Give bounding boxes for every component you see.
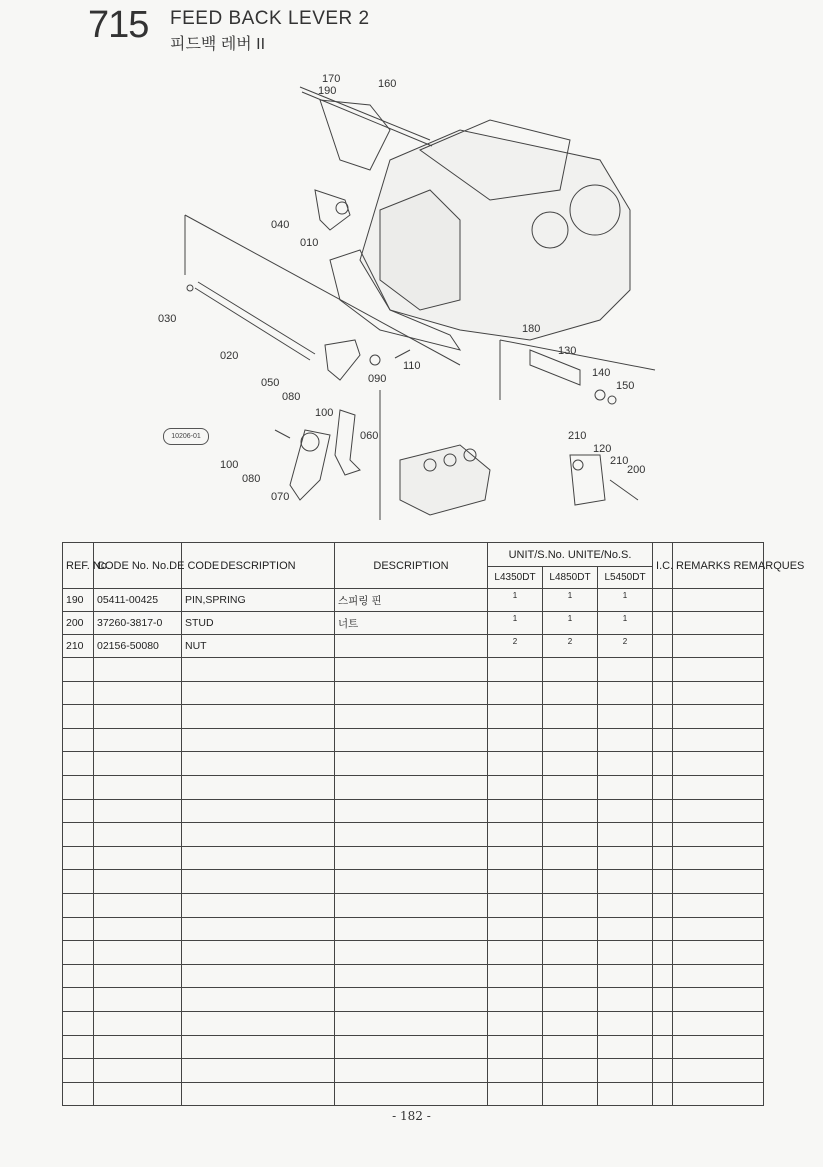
ic-cell [653, 612, 673, 635]
svg-text:210: 210 [610, 455, 629, 467]
page-number: - 182 - [392, 1109, 431, 1123]
description-en-cell: PIN,SPRING [182, 589, 335, 612]
header-model: L4850DT [543, 567, 598, 589]
exploded-parts-diagram [130, 60, 650, 530]
empty-rows [63, 658, 764, 1106]
remarks-cell [673, 612, 764, 635]
remarks-cell [673, 589, 764, 612]
table-row [63, 589, 764, 612]
svg-text:090: 090 [368, 373, 387, 385]
table-row [63, 705, 764, 729]
header-model: L4350DT [488, 567, 543, 589]
qty-cell: 2 [543, 635, 598, 658]
ic-cell [653, 589, 673, 612]
table-row [63, 941, 764, 965]
qty-cell: 1 [598, 612, 653, 635]
code-cell: 37260-3817-0 [94, 612, 182, 635]
svg-text:080: 080 [242, 473, 261, 485]
qty-cell: 2 [598, 635, 653, 658]
header-code: CODE No. No.DE CODE [94, 543, 182, 589]
section-number: 715 [88, 4, 149, 46]
table-row [63, 1059, 764, 1083]
svg-text:190: 190 [318, 85, 337, 97]
table-row [63, 893, 764, 917]
qty-cell: 1 [488, 589, 543, 612]
svg-text:030: 030 [158, 313, 177, 325]
table-row [63, 728, 764, 752]
ref-cell: 200 [63, 612, 94, 635]
header-ref: REF. No. [63, 543, 94, 589]
svg-text:210: 210 [568, 430, 587, 442]
table-row [63, 752, 764, 776]
table-row [63, 1011, 764, 1035]
qty-cell: 2 [488, 635, 543, 658]
table-row [63, 635, 764, 658]
page-title-korean: 피드백 레버 II [170, 36, 266, 53]
ic-cell [653, 635, 673, 658]
parts-table [62, 542, 805, 1106]
table-row [63, 681, 764, 705]
svg-text:160: 160 [378, 78, 397, 90]
ref-cell: 190 [63, 589, 94, 612]
header-description-en: DESCRIPTION [182, 543, 335, 589]
table-row [63, 964, 764, 988]
table-row [63, 917, 764, 941]
page-title: FEED BACK LEVER 2 [170, 8, 370, 29]
table-row [63, 1082, 764, 1106]
svg-text:050: 050 [261, 377, 280, 389]
table-row [63, 775, 764, 799]
diagram-reference-badge: 10206-01 [163, 428, 209, 445]
description-ko-cell: 스피링 핀 [335, 589, 488, 612]
qty-cell: 1 [488, 612, 543, 635]
svg-text:140: 140 [592, 367, 611, 379]
header-model: L5450DT [598, 567, 653, 589]
table-row [63, 799, 764, 823]
svg-text:200: 200 [627, 464, 646, 476]
svg-text:170: 170 [322, 73, 341, 85]
qty-cell: 1 [543, 589, 598, 612]
table-row [63, 846, 764, 870]
ref-cell: 210 [63, 635, 94, 658]
description-ko-cell: 너트 [335, 612, 488, 635]
svg-text:040: 040 [271, 219, 290, 231]
header-remarks: REMARKS REMARQUES [673, 543, 764, 589]
svg-text:100: 100 [220, 459, 239, 471]
svg-text:120: 120 [593, 443, 612, 455]
svg-text:020: 020 [220, 350, 239, 362]
description-ko-cell [335, 635, 488, 658]
code-cell: 02156-50080 [94, 635, 182, 658]
svg-text:180: 180 [522, 323, 541, 335]
table-row [63, 823, 764, 847]
svg-text:070: 070 [271, 491, 290, 503]
table-row [63, 870, 764, 894]
svg-text:130: 130 [558, 345, 577, 357]
svg-text:100: 100 [315, 407, 334, 419]
table-row [63, 988, 764, 1012]
svg-text:060: 060 [360, 430, 379, 442]
svg-text:110: 110 [403, 360, 421, 372]
header-ic: I.C. [653, 543, 673, 589]
table-row [63, 612, 764, 635]
remarks-cell [673, 635, 764, 658]
table-row [63, 658, 764, 682]
qty-cell: 1 [598, 589, 653, 612]
qty-cell: 1 [543, 612, 598, 635]
svg-text:150: 150 [616, 380, 635, 392]
header-description-ko: DESCRIPTION [335, 543, 488, 589]
table-row [63, 1035, 764, 1059]
description-en-cell: STUD [182, 612, 335, 635]
svg-text:010: 010 [300, 237, 319, 249]
svg-text:080: 080 [282, 391, 301, 403]
code-cell: 05411-00425 [94, 589, 182, 612]
header-unit: UNIT/S.No. UNITE/No.S. [488, 543, 653, 567]
description-en-cell: NUT [182, 635, 335, 658]
